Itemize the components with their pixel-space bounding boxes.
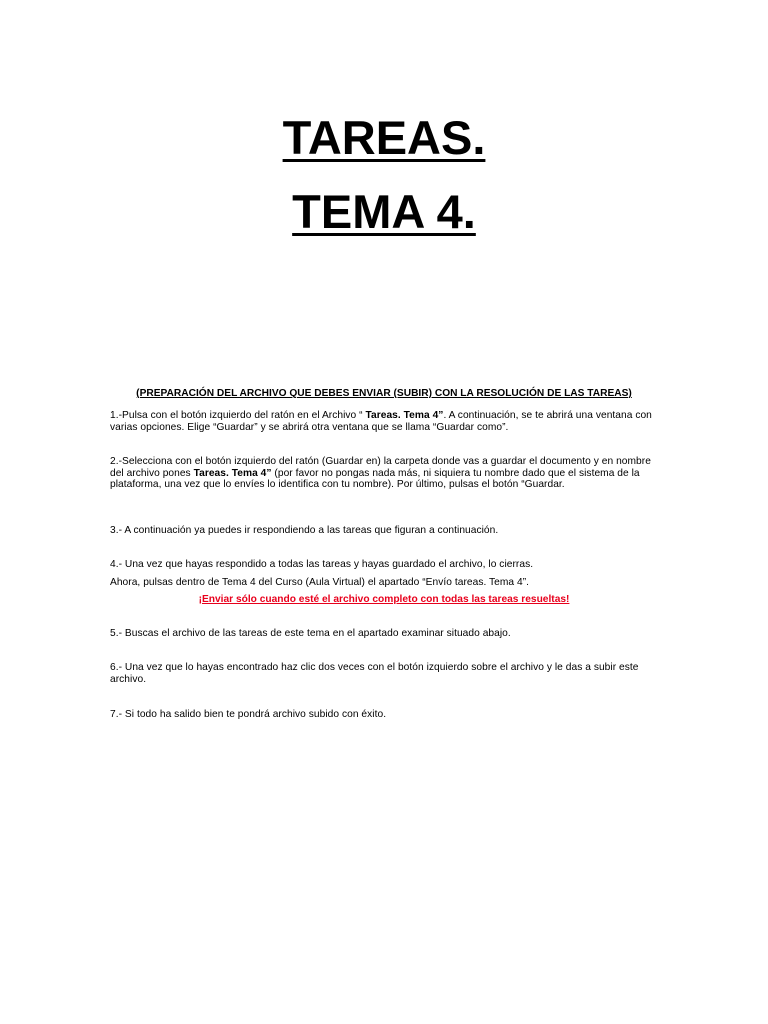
step-5-paragraph: 5.- Buscas el archivo de las tareas de este tema en el apartado examinar situado abajo. <box>110 628 511 639</box>
step-3-paragraph: 3.- A continuación ya puedes ir respondiendo a las tareas que figuran a continuación. <box>110 525 499 536</box>
step-2-paragraph <box>110 456 655 491</box>
step-2-text-start: 2.-Selecciona con el botón izquierdo del ratón (Guardar en) la carpeta donde vas a guardar el documento y en nombre del archivo pones <box>110 456 651 479</box>
document-title: TAREAS. <box>282 111 486 164</box>
step-1-text-start: 1.-Pulsa con el botón izquierdo del ratón en el Archivo “ <box>110 410 366 421</box>
step-6-paragraph: 6.- Una vez que lo hayas encontrado haz clic dos veces con el botón izquierdo sobre el archivo y le das a subir este archivo. <box>110 662 639 685</box>
step-2-text-end: (por favor no pongas nada más, ni siquiera tu nombre dado que el sistema de la plataforma, una vez que lo envíes lo identifica con tu nombre). Por último, pulsas el botón “Guardar. <box>110 467 640 491</box>
step-2-filename: Tareas. Tema 4” <box>193 467 272 479</box>
step-4-paragraph: 4.- Una vez que hayas respondido a todas las tareas y hayas guardado el archivo, lo cierras. <box>110 559 534 570</box>
document-subtitle: TEMA 4. <box>292 185 476 238</box>
section-heading: (PREPARACIÓN DEL ARCHIVO QUE DEBES ENVIAR (SUBIR) CON LA RESOLUCIÓN DE LAS TAREAS) <box>136 388 632 399</box>
step-1-paragraph <box>110 410 655 433</box>
step-7-paragraph: 7.- Si todo ha salido bien te pondrá archivo subido con éxito. <box>110 709 387 720</box>
step-1-text-end: . A continuación, se te abrirá una ventana con varias opciones. Elige “Guardar” y se abrirá otra ventana que se llama “Guardar como”. <box>110 410 652 433</box>
step-4-followup: Ahora, pulsas dentro de Tema 4 del Curso (Aula Virtual) el apartado “Envío tareas. Tema 4”. <box>110 577 530 588</box>
warning-notice: ¡Enviar sólo cuando esté el archivo completo con todas las tareas resueltas! <box>198 594 570 605</box>
step-1-filename: Tareas. Tema 4” <box>365 410 444 421</box>
